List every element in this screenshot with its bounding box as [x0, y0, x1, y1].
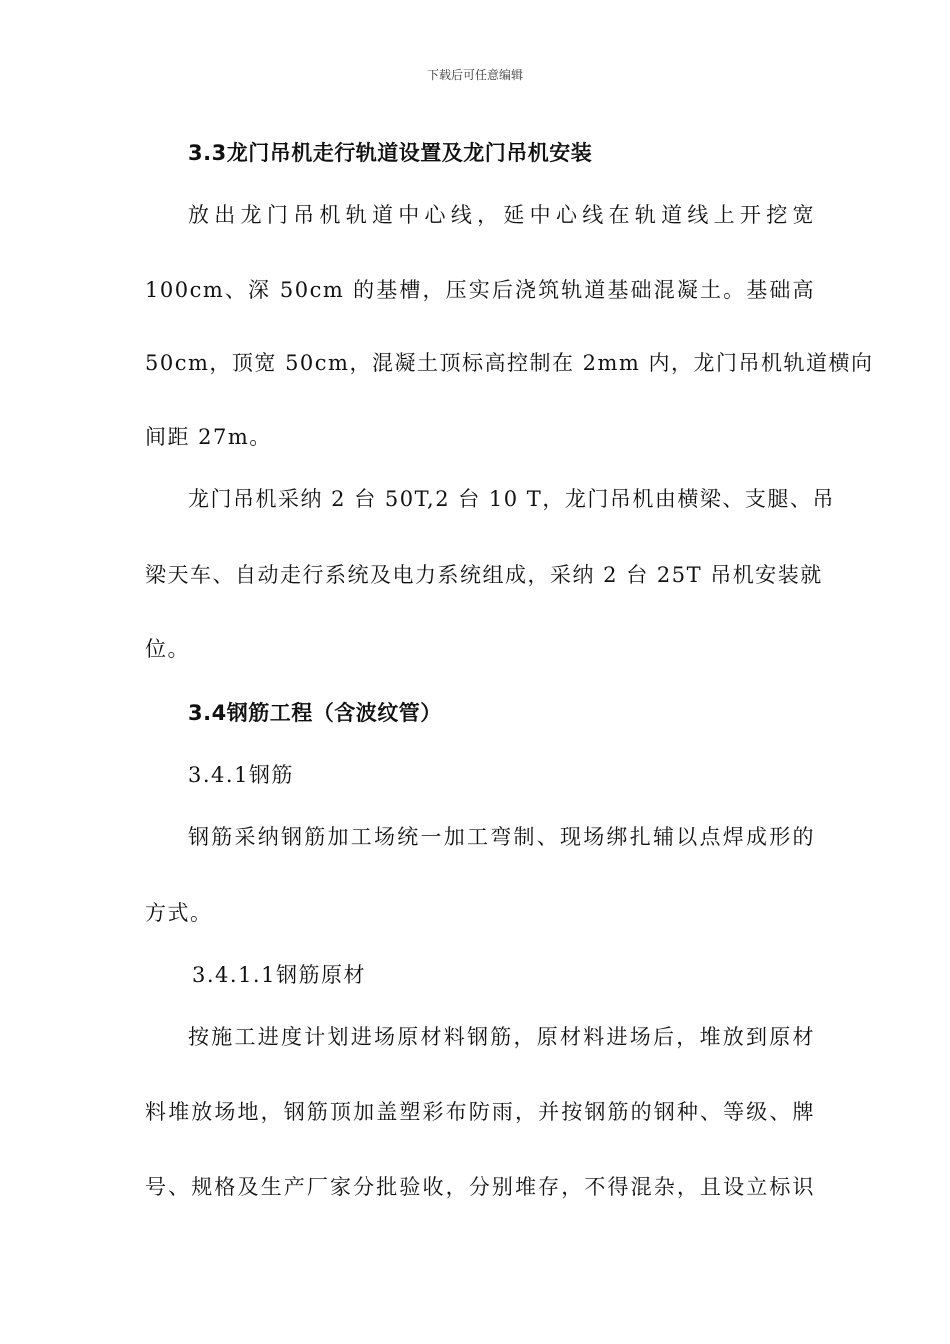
paragraph-line: 100cm、深 50cm 的基槽，压实后浇筑轨道基础混凝土。基础高: [145, 278, 815, 302]
paragraph-line: 料堆放场地，钢筋顶加盖塑彩布防雨，并按钢筋的钢种、等级、牌: [145, 1100, 815, 1124]
paragraph-line: 龙门吊机采纳 2 台 50T,2 台 10 T，龙门吊机由横梁、支腿、吊: [188, 487, 835, 511]
paragraph-line: 50cm，顶宽 50cm，混凝土顶标高控制在 2mm 内，龙门吊机轨道横向: [145, 351, 874, 375]
subsection-3-4-1-1-heading: 3.4.1.1钢筋原材: [192, 963, 366, 987]
section-3-3-heading: 3.3龙门吊机走行轨道设置及龙门吊机安装: [188, 141, 593, 165]
paragraph-line: 按施工进度计划进场原材料钢筋，原材料进场后，堆放到原材: [188, 1025, 815, 1049]
section-3-4-heading: 3.4钢筋工程（含波纹管）: [188, 701, 442, 725]
paragraph-line: 梁天车、自动走行系统及电力系统组成，采纳 2 台 25T 吊机安装就: [145, 563, 823, 587]
paragraph-line: 位。: [145, 637, 190, 661]
paragraph-line: 间距 27m。: [145, 425, 272, 449]
paragraph-line: 放出龙门吊机轨道中心线，延中心线在轨道线上开挖宽: [188, 203, 815, 227]
subsection-3-4-1-heading: 3.4.1钢筋: [188, 763, 294, 787]
paragraph-line: 方式。: [145, 901, 213, 925]
page-header: 下载后可任意编辑: [426, 68, 523, 82]
paragraph-line: 号、规格及生产厂家分批验收，分别堆存，不得混杂，且设立标识: [145, 1175, 815, 1199]
paragraph-line: 钢筋采纳钢筋加工场统一加工弯制、现场绑扎辅以点焊成形的: [188, 825, 815, 849]
